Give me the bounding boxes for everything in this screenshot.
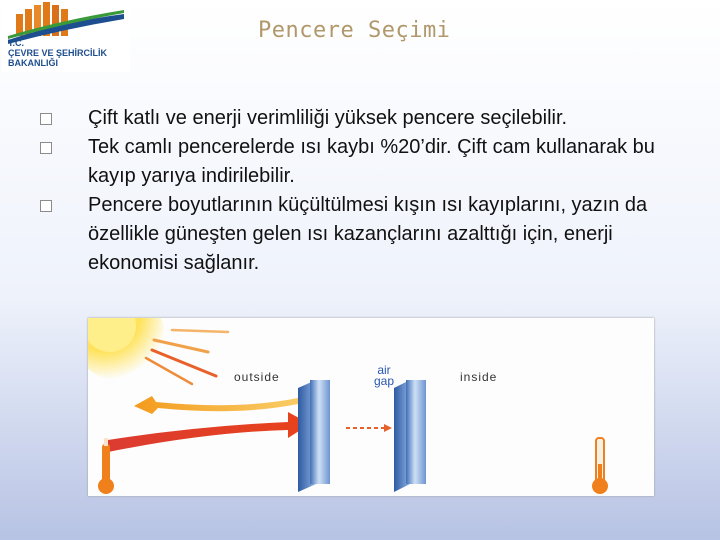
list-item <box>40 133 680 191</box>
bullet-list <box>40 104 680 278</box>
bullet-square-icon <box>40 113 52 125</box>
page-title: Pencere Seçimi <box>258 18 451 43</box>
bullet-text: Çift katlı ve enerji verimliliği yüksek pencere seçilebilir. <box>88 107 568 129</box>
logo-text-tc: T.C. <box>8 38 25 48</box>
bullet-text: Tek camlı pencerelerde ısı kaybı %20’dir. Çift cam kullanarak bu kayıp yarıya indirilebilir. <box>88 136 655 187</box>
outer-glass-pane-icon <box>298 380 330 492</box>
ministry-logo <box>2 0 130 72</box>
list-item <box>40 104 680 133</box>
bullet-square-icon <box>40 200 52 212</box>
double-glazing-diagram <box>88 318 654 496</box>
logo-text-ministry: ÇEVRE VE ŞEHİRCİLİK <box>8 48 108 58</box>
label-inside: inside <box>460 370 498 384</box>
logo-text-bakanlik: BAKANLIĞI <box>8 58 58 68</box>
list-item <box>40 191 680 278</box>
bullet-text: Pencere boyutlarının küçültülmesi kışın ısı kayıplarını, yazın da özellikle güneşten gelen ısı kazançlarını azalttığı için, enerji ekonomisi sağlanır. <box>88 194 648 274</box>
label-air: air <box>377 363 391 377</box>
label-air-gap <box>374 365 394 387</box>
heat-loss-arrow-icon <box>134 396 298 414</box>
solar-gain-arrow-icon <box>108 412 310 452</box>
air-gap-arrow-icon <box>346 424 392 432</box>
bullet-square-icon <box>40 142 52 154</box>
inner-glass-pane-icon <box>394 380 426 492</box>
label-gap: gap <box>374 374 395 388</box>
label-outside: outside <box>234 370 280 384</box>
inside-thermometer-icon <box>592 438 608 494</box>
